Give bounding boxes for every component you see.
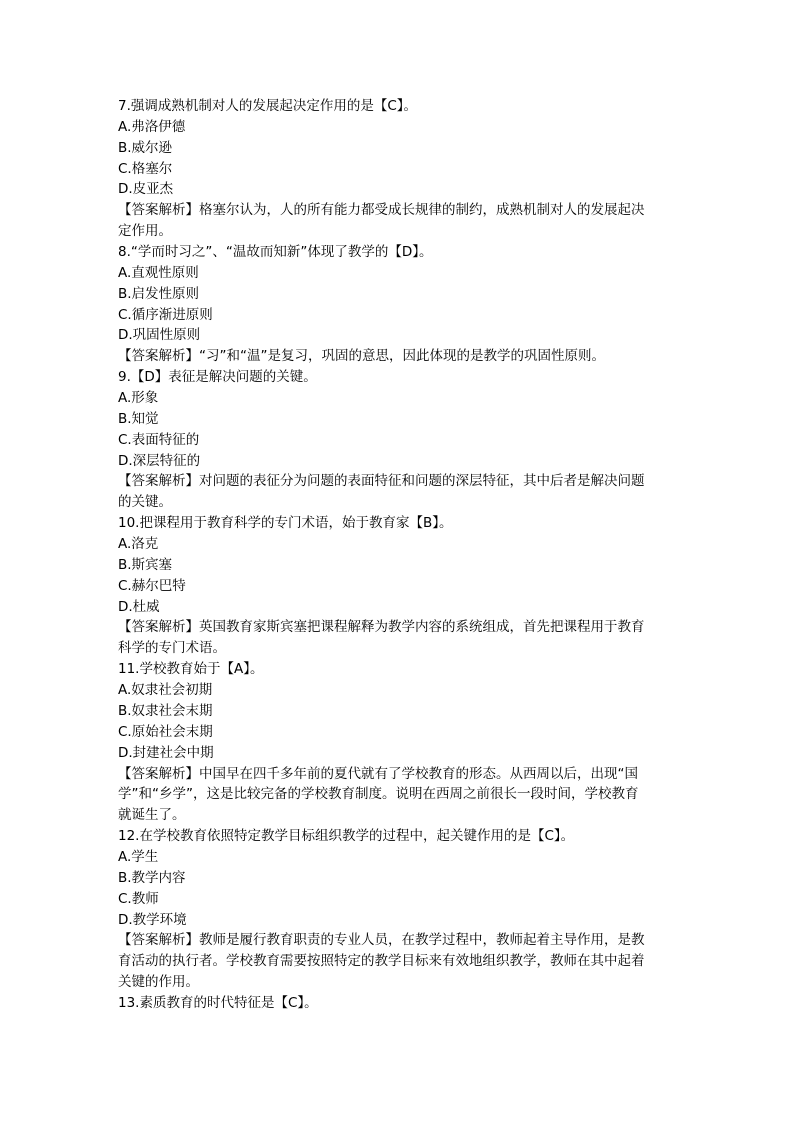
option-item: D.深层特征的 [118,452,201,469]
option-item: A.奴隶社会初期 [118,682,213,699]
answer-explanation: 【答案解析】格塞尔认为，人的所有能力都受成长规律的制约，成熟机制对人的发展起决 [118,202,645,219]
option-item: B.斯宾塞 [118,556,173,573]
answer-explanation: 的关键。 [118,494,172,511]
question-text: 8.“学而时习之”、“温故而知新”体现了教学的【D】。 [118,244,433,261]
answer-explanation: 就诞生了。 [118,807,186,824]
option-item: D.教学环境 [118,911,187,928]
answer-explanation: 【答案解析】英国教育家斯宾塞把课程解释为教学内容的系统组成，首先把课程用于教育 [118,619,645,636]
option-item: D.杜威 [118,598,160,615]
option-item: A.形象 [118,390,159,407]
answer-explanation: 【答案解析】教师是履行教育职责的专业人员，在教学过程中，教师起着主导作用，是教 [118,932,645,949]
option-item: B.知觉 [118,410,159,427]
answer-explanation: 学”和“乡学”，这是比较完备的学校教育制度。说明在西周之前很长一段时间，学校教育 [118,786,639,803]
option-item: B.威尔逊 [118,139,173,156]
option-item: C.教师 [118,890,159,907]
option-item: D.巩固性原则 [118,327,201,344]
question-text: 10.把课程用于教育科学的专门术语，始于教育家【B】。 [118,515,453,532]
document-body [118,96,678,1014]
option-item: B.奴隶社会末期 [118,702,213,719]
answer-explanation: 定作用。 [118,223,172,240]
answer-explanation: 关键的作用。 [118,974,199,991]
answer-explanation: 科学的专门术语。 [118,640,226,657]
option-item: B.启发性原则 [118,285,200,302]
option-item: C.赫尔巴特 [118,577,186,594]
answer-explanation: 【答案解析】“习”和“温”是复习，巩固的意思，因此体现的是教学的巩固性原则。 [118,348,605,365]
question-text: 13.素质教育的时代特征是【C】。 [118,994,318,1011]
option-item: A.弗洛伊德 [118,118,186,135]
option-item: C.格塞尔 [118,160,173,177]
answer-explanation: 育活动的执行者。学校教育需要按照特定的教学目标来有效地组织教学，教师在其中起着 [118,953,645,970]
option-item: D.皮亚杰 [118,181,174,198]
question-text: 9.【D】表征是解决问题的关键。 [118,369,317,386]
option-item: C.表面特征的 [118,431,200,448]
option-item: A.学生 [118,848,159,865]
option-item: D.封建社会中期 [118,744,214,761]
answer-explanation: 【答案解析】中国早在四千多年前的夏代就有了学校教育的形态。从西周以后，出现“国 [118,765,638,782]
answer-explanation: 【答案解析】对问题的表征分为问题的表面特征和问题的深层特征，其中后者是解决问题 [118,473,645,490]
option-item: A.洛克 [118,536,159,553]
question-text: 12.在学校教育依照特定教学目标组织教学的过程中，起关键作用的是【C】。 [118,828,575,845]
option-item: C.原始社会末期 [118,723,213,740]
question-text: 11.学校教育始于【A】。 [118,661,264,678]
option-item: B.教学内容 [118,869,186,886]
question-text: 7.强调成熟机制对人的发展起决定作用的是【C】。 [118,98,418,114]
option-item: C.循序渐进原则 [118,306,213,323]
option-item: A.直观性原则 [118,264,199,281]
